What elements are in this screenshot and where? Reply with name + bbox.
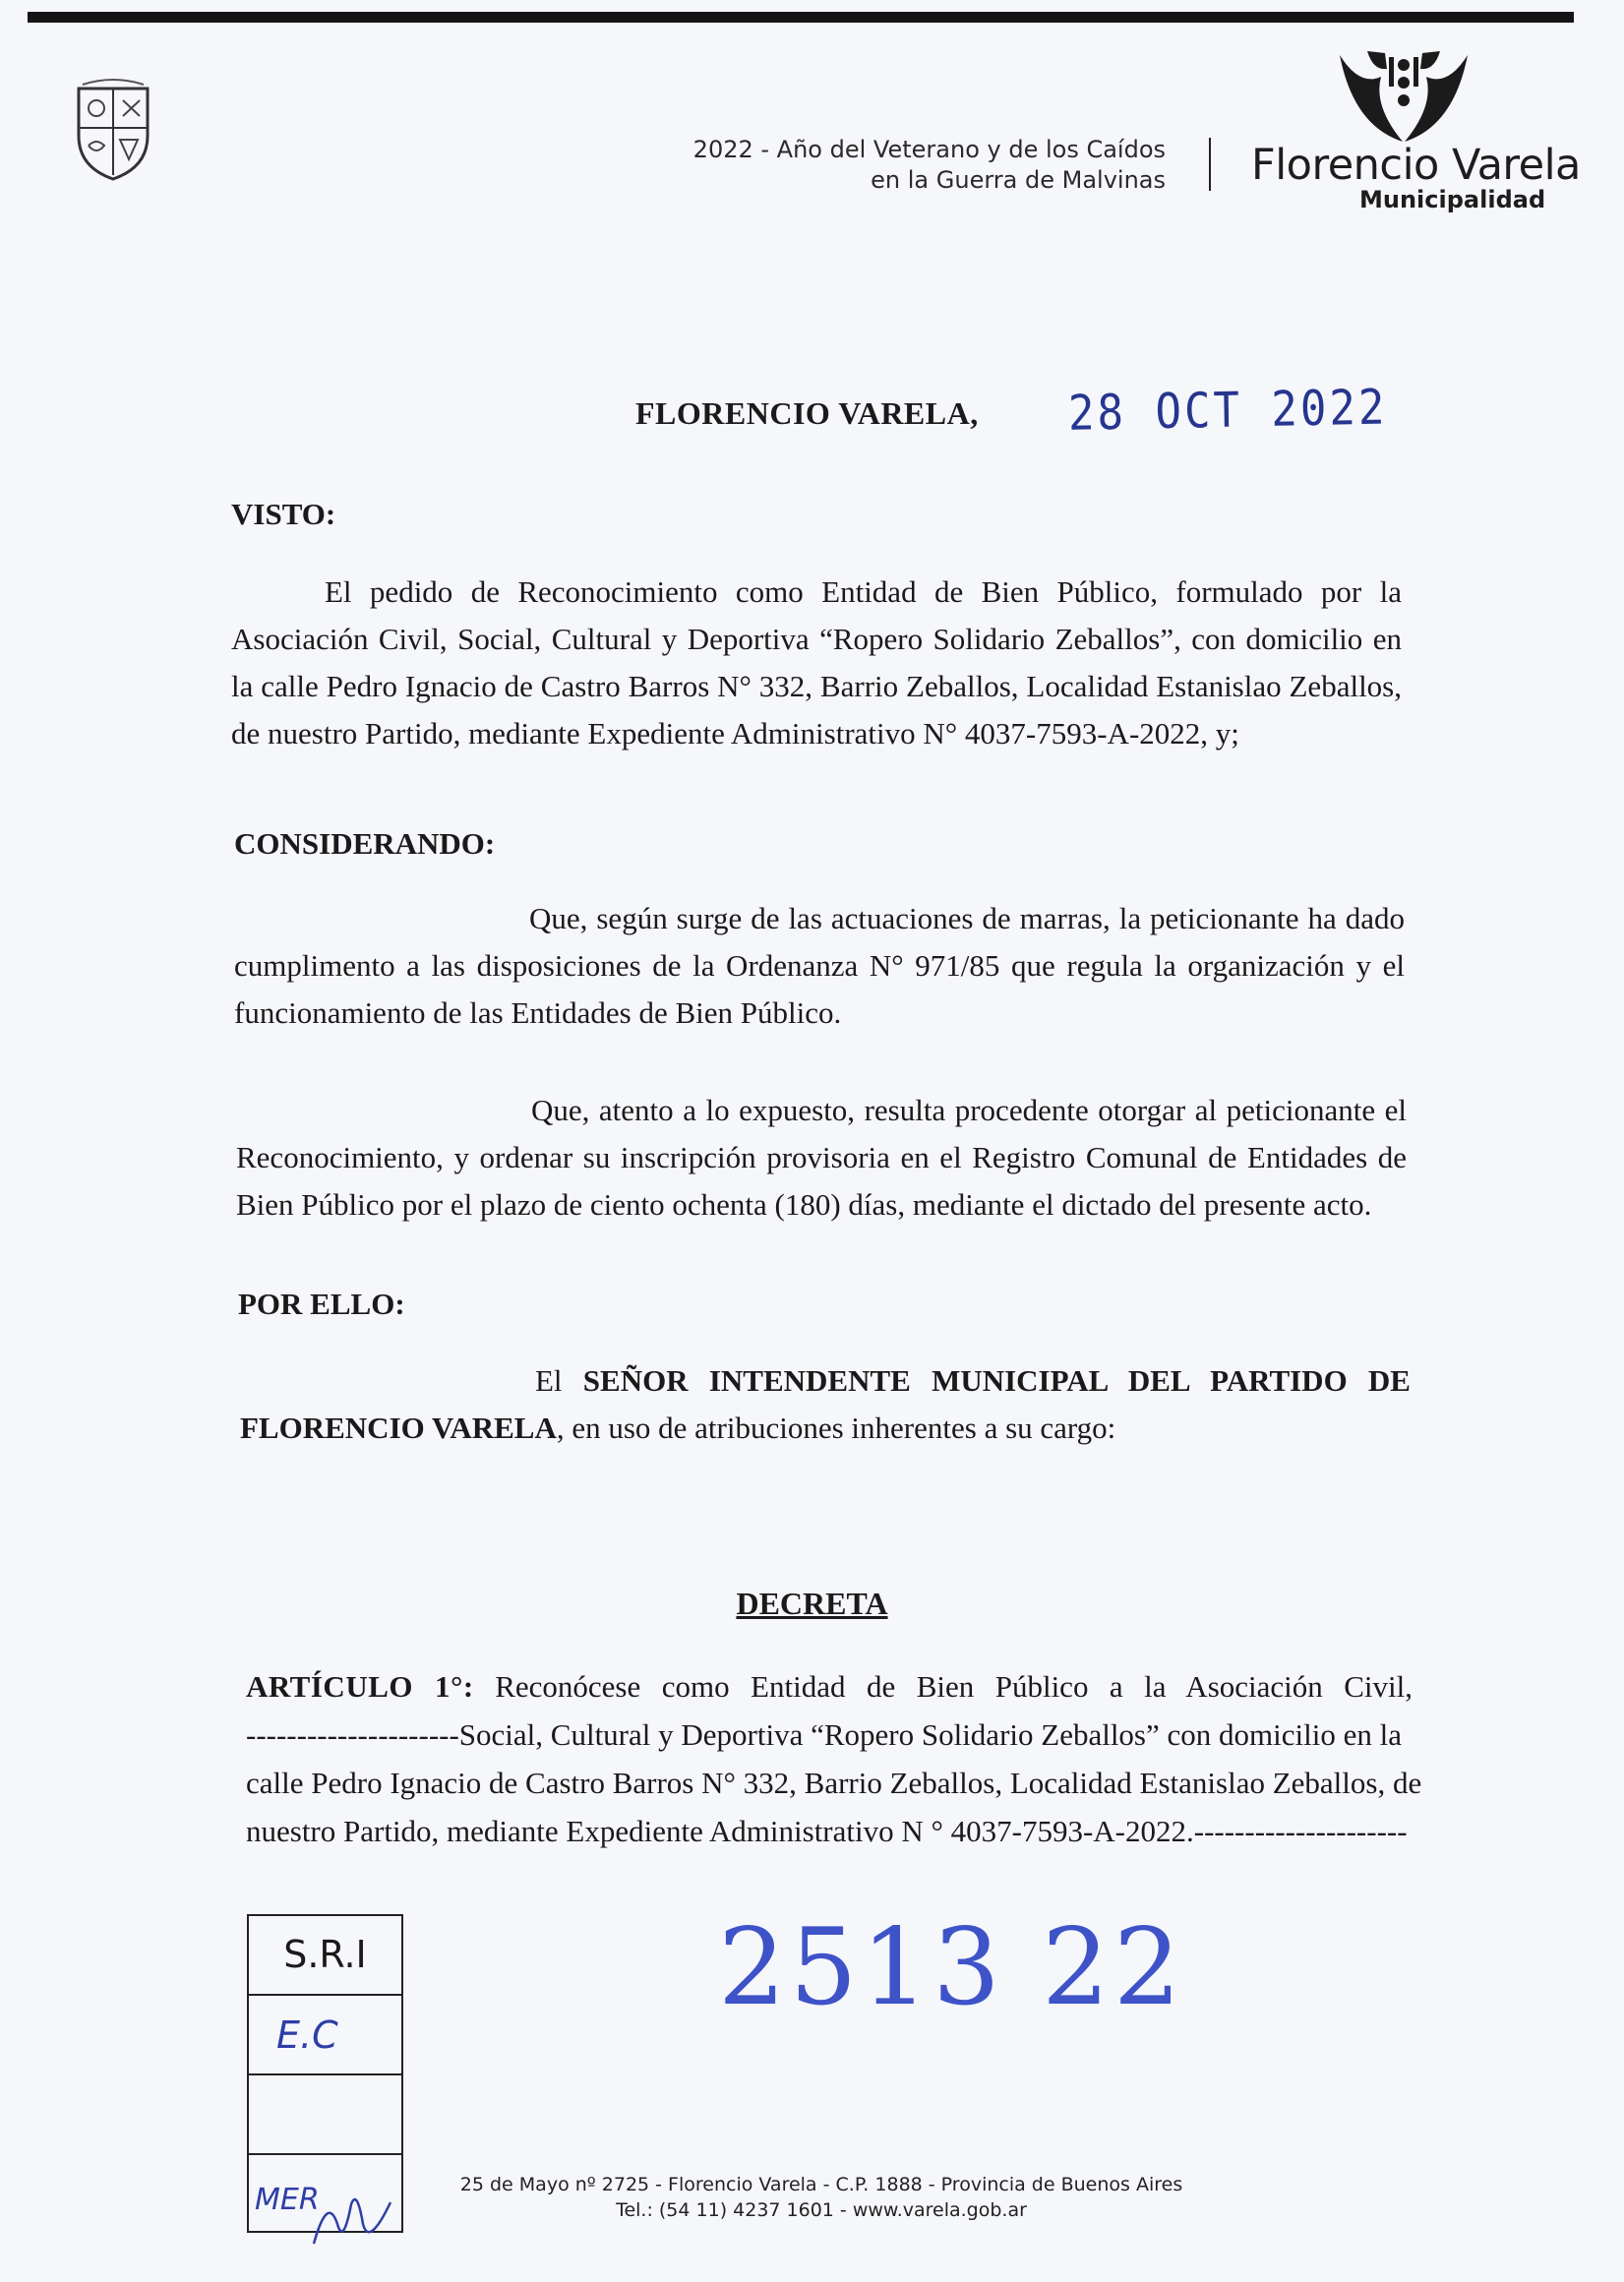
visto-paragraph: [231, 569, 1402, 757]
articulo-1-line-1: Reconócese como Entidad de Bien Público a la Asociación Civil,: [495, 1669, 1413, 1704]
visto-text: El pedido de Reconocimiento como Entidad de Bien Público, formulado por la Asociación Civil, Social, Cultural y Deportiva “Ropero Solidario Zeballos”, con domicilio en la calle Pedro Ignacio de Castro Barros N° 332, Barrio Zeballos, Localidad Estanislao Zeballos, de nuestro Partido, mediante Expediente Administrativo N° 4037-7593-A-2022, y;: [231, 574, 1402, 751]
por-ello-pre: El: [535, 1363, 583, 1398]
sri-row-title: [249, 1916, 401, 1996]
considerando-text-2: Que, atento a lo expuesto, resulta procedente otorgar al peticionante el Reconocimiento, y ordenar su inscripción provisoria en el Registro Comunal de Entidades de Bien Público por el plazo de ciento ochenta (180) días, mediante el dictado del presente acto.: [236, 1093, 1407, 1222]
por-ello-heading: POR ELLO:: [238, 1287, 405, 1321]
dateline-place: FLORENCIO VARELA,: [635, 395, 979, 431]
considerando-paragraph-1: [234, 895, 1405, 1037]
por-ello-paragraph: [240, 1357, 1411, 1452]
sri-stamp-box: [247, 1914, 403, 2233]
top-rule: [28, 12, 1574, 23]
sri-initials-2: MER: [255, 2183, 320, 2217]
por-ello-rest: , en uso de atribuciones inherentes a su cargo:: [556, 1411, 1116, 1445]
footer-phone-web: Tel.: (54 11) 4237 1601 - www.varela.gob.ar: [616, 2199, 1027, 2221]
considerando-heading: CONSIDERANDO:: [234, 826, 496, 861]
header-divider: [1209, 138, 1211, 191]
date-stamp: 28 OCT 2022: [1067, 379, 1388, 443]
articulo-1-line-4: nuestro Partido, mediante Expediente Administrativo N ° 4037-7593-A-2022.---------------------: [246, 1814, 1408, 1848]
sri-title: S.R.I: [283, 1933, 367, 1976]
articulo-1-line-2: ---------------------Social, Cultural y Deportiva “Ropero Solidario Zeballos” con domicilio en la: [246, 1717, 1402, 1752]
coat-of-arms-icon: [69, 77, 157, 185]
brand-subtitle: Municipalidad: [1359, 186, 1546, 213]
visto-heading: VISTO:: [231, 497, 336, 531]
sri-row-empty: [249, 2075, 401, 2155]
municipality-brand: [1251, 141, 1581, 213]
handwritten-signature-icon: [308, 2185, 396, 2253]
considerando-text-1: Que, según surge de las actuaciones de marras, la peticionante ha dado cumplimento a las disposiciones de la Ordenanza N° 971/85 que regula la organización y el funcionamiento de las Entidades de Bien Público.: [234, 901, 1405, 1030]
motto-line-2: en la Guerra de Malvinas: [871, 166, 1166, 194]
decreta-heading: DECRETA: [736, 1586, 888, 1621]
decree-number-stamp: 2513 22: [718, 1906, 1185, 2029]
articulo-1: [246, 1662, 1422, 1855]
considerando-paragraph-2: [236, 1087, 1407, 1229]
commemorative-motto: [551, 135, 1166, 196]
footer-contact: [413, 2172, 1230, 2223]
brand-name: Florencio Varela: [1251, 141, 1581, 190]
articulo-1-line-3: calle Pedro Ignacio de Castro Barros N° 332, Barrio Zeballos, Localidad Estanislao Zeballos, de: [246, 1766, 1422, 1800]
articulo-1-label: ARTÍCULO 1°:: [246, 1669, 474, 1704]
intendente-title: SEÑOR INTENDENTE MUNICIPAL DEL PARTIDO DE FLORENCIO VARELA: [240, 1363, 1411, 1445]
sri-row-signature: [249, 2155, 401, 2233]
footer-address: 25 de Mayo nº 2725 - Florencio Varela - C.P. 1888 - Provincia de Buenos Aires: [459, 2174, 1183, 2195]
sri-initials-1: E.C: [276, 2013, 338, 2057]
municipality-logo-icon: [1330, 47, 1477, 146]
motto-line-1: 2022 - Año del Veterano y de los Caídos: [692, 136, 1166, 163]
sri-row-initials: [249, 1996, 401, 2075]
